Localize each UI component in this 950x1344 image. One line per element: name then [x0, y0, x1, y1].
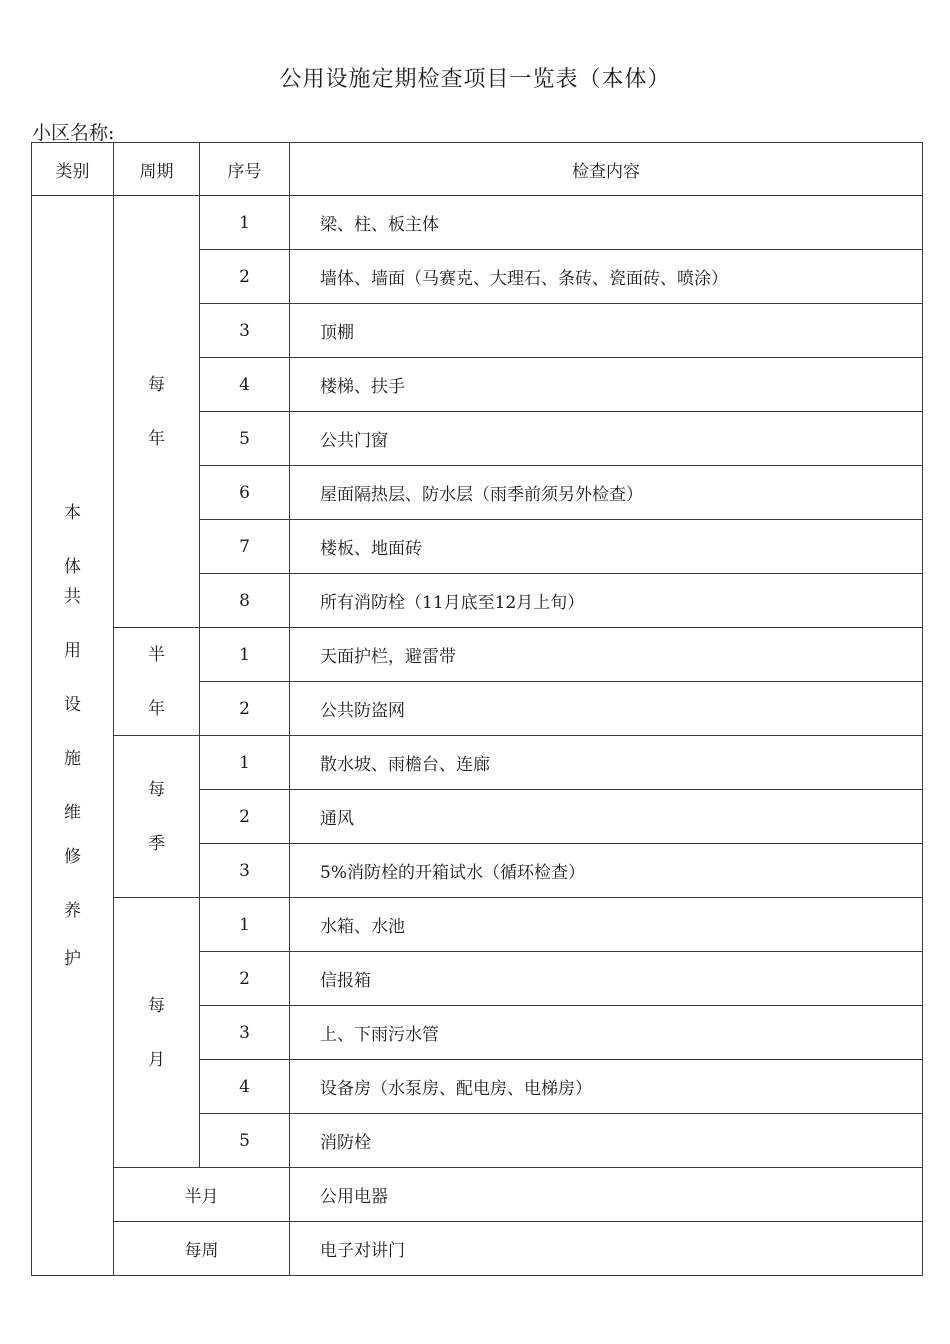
period-char: 每: [148, 995, 165, 1016]
content-cell: 水箱、水池: [290, 898, 923, 952]
header-seq: 序号: [200, 143, 290, 196]
category-char: 养: [64, 900, 81, 921]
content-cell: 消防栓: [290, 1114, 923, 1168]
category-char: 护: [64, 948, 81, 969]
header-category: 类别: [32, 143, 114, 196]
content-cell: 梁、柱、板主体: [290, 196, 923, 250]
content-cell: 信报箱: [290, 952, 923, 1006]
category-char: 用: [64, 640, 81, 661]
content-cell: 楼梯、扶手: [290, 358, 923, 412]
category-char: 维: [64, 802, 81, 823]
period-char: 月: [148, 1049, 165, 1070]
content-cell: 5%消防栓的开箱试水（循环检查）: [290, 844, 923, 898]
content-cell: 楼板、地面砖: [290, 520, 923, 574]
period-cell: [114, 736, 200, 898]
seq-cell: 8: [200, 574, 290, 628]
community-name-label: 小区名称:: [32, 122, 115, 144]
table-row: [32, 1222, 923, 1276]
header-content: 检查内容: [290, 143, 923, 196]
period-cell: [114, 628, 200, 736]
table-row: [32, 196, 923, 250]
content-cell: 公用电器: [290, 1168, 923, 1222]
content-cell: 通风: [290, 790, 923, 844]
seq-cell: 2: [200, 250, 290, 304]
seq-cell: 1: [200, 898, 290, 952]
seq-cell: 2: [200, 682, 290, 736]
period-char: 每: [148, 779, 165, 800]
period-cell: 半月: [114, 1168, 290, 1222]
seq-cell: 3: [200, 844, 290, 898]
period-cell: [114, 196, 200, 628]
category-char: 施: [64, 748, 81, 769]
table-row: [32, 628, 923, 682]
category-char: 设: [64, 694, 81, 715]
table-row: [32, 898, 923, 952]
content-cell: 上、下雨污水管: [290, 1006, 923, 1060]
content-cell: 公共门窗: [290, 412, 923, 466]
seq-cell: 1: [200, 628, 290, 682]
content-cell: 所有消防栓（11月底至12月上旬）: [290, 574, 923, 628]
period-char: 每: [148, 374, 165, 395]
period-cell: 每周: [114, 1222, 290, 1276]
category-cell: [32, 196, 114, 1276]
content-cell: 屋面隔热层、防水层（雨季前须另外检查）: [290, 466, 923, 520]
seq-cell: 1: [200, 196, 290, 250]
category-char: 共: [64, 586, 81, 607]
category-char: 本: [64, 502, 81, 523]
table-row: [32, 736, 923, 790]
seq-cell: 5: [200, 1114, 290, 1168]
seq-cell: 7: [200, 520, 290, 574]
table-header-row: [32, 143, 923, 196]
inspection-table: [31, 142, 923, 1276]
seq-cell: 5: [200, 412, 290, 466]
seq-cell: 3: [200, 1006, 290, 1060]
page-title: 公用设施定期检查项目一览表（本体）: [279, 67, 671, 92]
seq-cell: 4: [200, 358, 290, 412]
content-cell: 电子对讲门: [290, 1222, 923, 1276]
period-char: 年: [148, 698, 165, 719]
category-char: 修: [64, 846, 81, 867]
period-char: 半: [148, 644, 165, 665]
seq-cell: 2: [200, 952, 290, 1006]
content-cell: 顶棚: [290, 304, 923, 358]
table-row: [32, 1168, 923, 1222]
seq-cell: 6: [200, 466, 290, 520]
content-cell: 天面护栏，避雷带: [290, 628, 923, 682]
content-cell: 散水坡、雨檐台、连廊: [290, 736, 923, 790]
seq-cell: 2: [200, 790, 290, 844]
period-char: 年: [148, 428, 165, 449]
seq-cell: 3: [200, 304, 290, 358]
content-cell: 公共防盗网: [290, 682, 923, 736]
period-cell: [114, 898, 200, 1168]
seq-cell: 1: [200, 736, 290, 790]
content-cell: 设备房（水泵房、配电房、电梯房）: [290, 1060, 923, 1114]
period-char: 季: [148, 833, 165, 854]
category-char: 体: [64, 556, 81, 577]
header-period: 周期: [114, 143, 200, 196]
content-cell: 墙体、墙面（马赛克、大理石、条砖、瓷面砖、喷涂）: [290, 250, 923, 304]
seq-cell: 4: [200, 1060, 290, 1114]
